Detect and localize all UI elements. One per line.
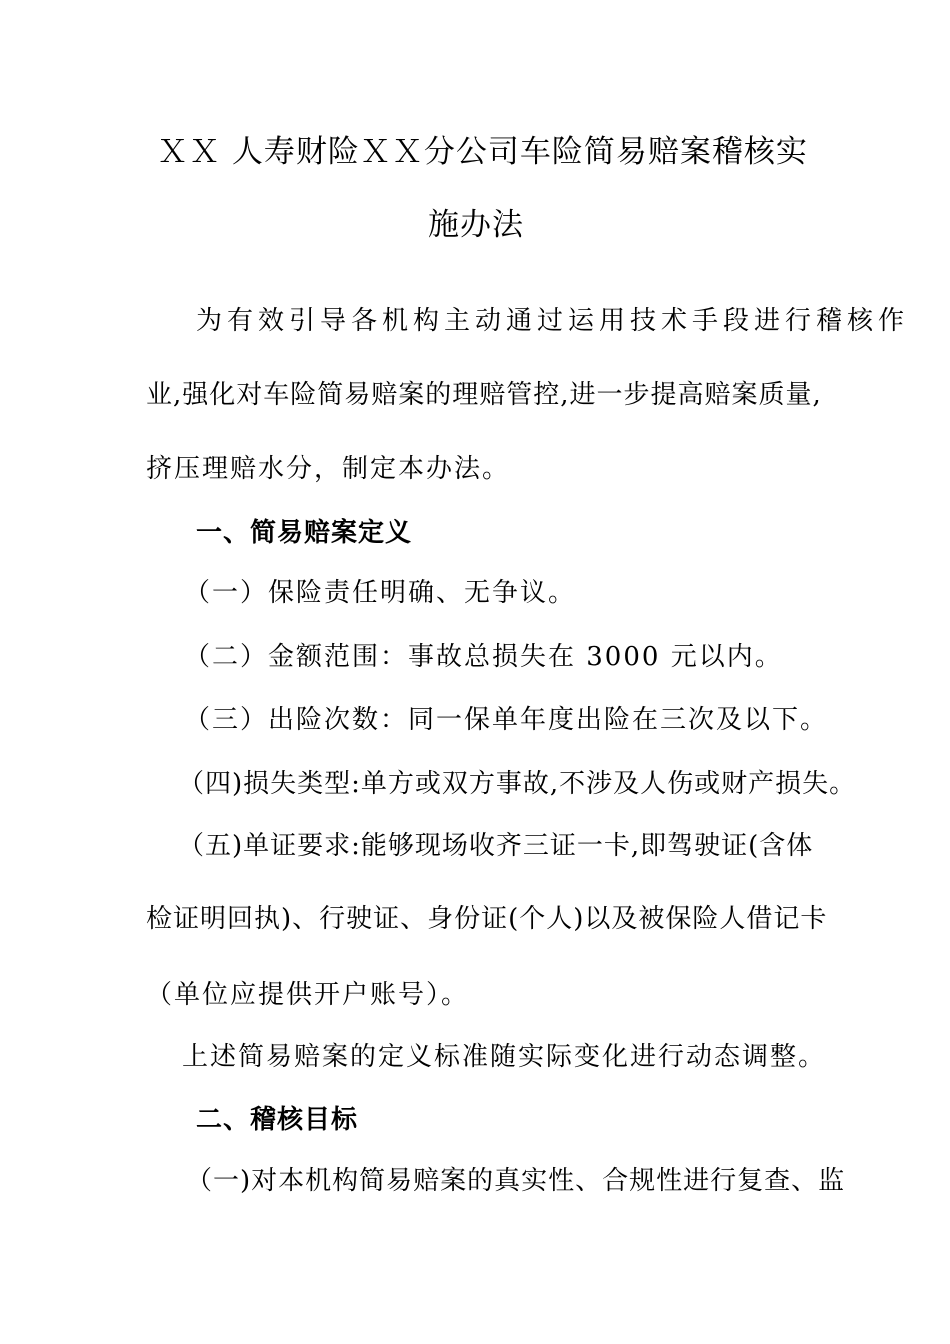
- definition-item-2: （二）金额范围：事故总损失在 3000 元以内。: [184, 642, 783, 672]
- intro-paragraph-line-3: 挤压理赔水分，制定本办法。: [146, 454, 511, 484]
- definition-item-5-line-2: 检证明回执)、行驶证、身份证(个人)以及被保险人借记卡: [146, 904, 828, 934]
- definition-item-3: （三）出险次数：同一保单年度出险在三次及以下。: [184, 705, 829, 735]
- intro-paragraph-line-1: 为有效引导各机构主动通过运用技术手段进行稽核作: [196, 306, 910, 336]
- document-title-line-2: 施办法: [428, 207, 524, 243]
- audit-goal-item-1: （一)对本机构简易赔案的真实性、合规性进行复查、监: [186, 1166, 846, 1196]
- definition-note: 上述简易赔案的定义标准随实际变化进行动态调整。: [182, 1042, 827, 1072]
- definition-item-5-line-3: （单位应提供开户账号）。: [146, 980, 470, 1010]
- definition-item-1: （一）保险责任明确、无争议。: [184, 578, 577, 608]
- intro-paragraph-line-2: 业,强化对车险简易赔案的理赔管控,进一步提高赔案质量,: [146, 380, 822, 410]
- section-heading-definition: 一、简易赔案定义: [196, 518, 413, 548]
- section-heading-audit-goals: 二、稽核目标: [196, 1105, 359, 1135]
- document-title-line-1: ＸＸ 人寿财险ＸＸ分公司车险简易赔案稽核实: [157, 134, 808, 170]
- definition-item-5-line-1: （五)单证要求:能够现场收齐三证一卡,即驾驶证(含体: [178, 831, 814, 861]
- definition-item-4: （四)损失类型:单方或双方事故,不涉及人伤或财产损失。: [178, 769, 857, 799]
